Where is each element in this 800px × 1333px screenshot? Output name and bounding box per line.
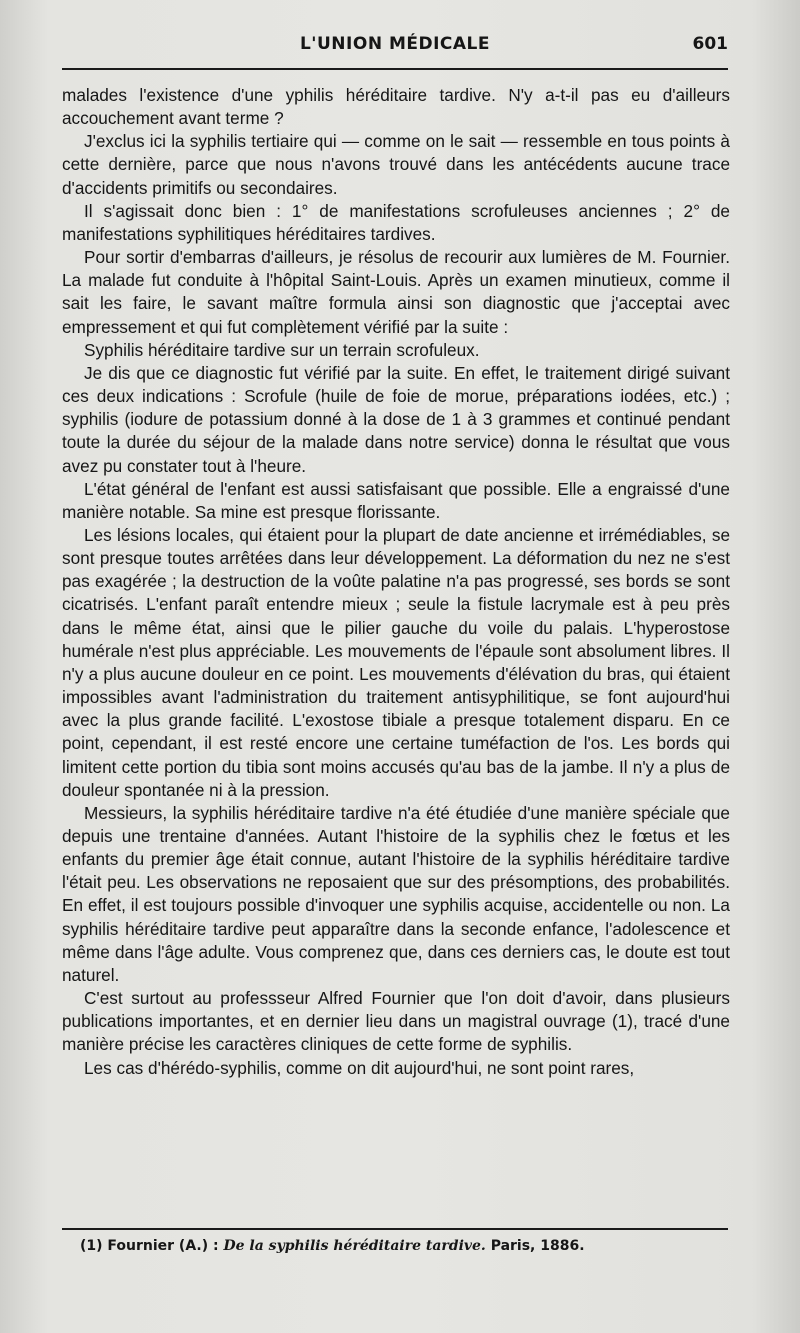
paragraph: Pour sortir d'embarras d'ailleurs, je résolus de recourir aux lumières de M. Fournier. La malade fut conduite à l'hôpital Saint-Louis. Après un examen minutieux, comme il sait les faire, le savant maître formula ainsi son diagnostic que j'acceptai avec empressement et qui fut complètement vérifié par la suite :: [62, 247, 730, 337]
paragraph: Les cas d'hérédo-syphilis, comme on dit aujourd'hui, ne sont point rares,: [84, 1057, 635, 1078]
paragraph-continuation: malades l'existence d'une yphilis héréditaire tardive. N'y a-t-il pas eu d'ailleurs accouchement avant terme ?: [62, 85, 730, 129]
footnote: [80, 1238, 720, 1254]
page-header: [60, 34, 730, 64]
paragraph: J'exclus ici la syphilis tertiaire qui — comme on le sait — ressemble en tous points à cette dernière, parce que nous n'avons trouvé dans les antécédents aucune trace d'accidents primitifs ou secondaires.: [62, 131, 730, 198]
paragraph: Je dis que ce diagnostic fut vérifié par la suite. En effet, le traitement dirigé suivant ces deux indications : Scrofule (huile de foie de morue, préparations iodées, etc.) ; syphilis (iodure de potassium donné à la dose de 1 à 3 grammes et continué pendant toute la durée du séjour de la malade dans notre service) donna le résultat que vous avez pu constater tout à l'heure.: [62, 362, 730, 476]
paragraph: C'est surtout au professseur Alfred Fournier que l'on doit d'avoir, dans plusieurs publications importantes, et en dernier lieu dans un magistral ouvrage (1), tracé d'une manière précise les caractères cliniques de cette forme de syphilis.: [62, 988, 730, 1055]
footnote-rule: [62, 1228, 728, 1230]
header-rule: [62, 68, 728, 70]
paragraph: Il s'agissait donc bien : 1° de manifestations scrofuleuses anciennes ; 2° de manifestations syphilitiques héréditaires tardives.: [62, 200, 730, 244]
paragraph-diagnosis: Syphilis héréditaire tardive sur un terrain scrofuleux.: [84, 339, 480, 360]
footnote-marker: (1) Fournier (A.) :: [80, 1238, 219, 1254]
footnote-publication: Paris, 1886.: [490, 1238, 585, 1254]
footnote-title: De la syphilis héréditaire tardive.: [223, 1238, 486, 1254]
paragraph: L'état général de l'enfant est aussi satisfaisant que possible. Elle a engraissé d'une manière notable. Sa mine est presque florissante.: [62, 478, 730, 522]
article-body: [62, 84, 730, 1080]
paragraph: Les lésions locales, qui étaient pour la plupart de date ancienne et irrémédiables, se sont presque toutes arrêtées dans leur développement. La déformation du nez ne s'est pas exagérée ; la destruction de la voûte palatine n'a pas progressé, ses bords se sont cicatrisés. L'enfant paraît entendre mieux ; seule la fistule lacrymale est à peu près dans le même état, ainsi que le pilier gauche du voile du palais. L'hyperostose humérale n'est plus appréciable. Les mouvements de l'épaule sont absolument libres. Il n'y a plus aucune douleur en ce point. Les mouvements d'élévation du bras, qui étaient impossibles avant l'administration du traitement antisyphilitique, se font aujourd'hui avec la plus grande facilité. L'exostose tibiale a presque totalement disparu. En ce point, cependant, il est resté encore une certaine tuméfaction de l'os. Les bords qui limitent cette portion du tibia sont moins accusés qu'au bas de la jambe. Il n'y a plus de douleur spontanée ni à la pression.: [62, 524, 730, 800]
paragraph: Messieurs, la syphilis héréditaire tardive n'a été étudiée d'une manière spéciale que depuis une trentaine d'années. Autant l'histoire de la syphilis chez le fœtus et les enfants du premier âge était connue, autant l'histoire de la syphilis héréditaire tardive l'était peu. Les observations ne reposaient que sur des présomptions, des probabilités. En effet, il est toujours possible d'invoquer une syphilis acquise, accidentelle ou non. La syphilis héréditaire tardive peut apparaître dans la seconde enfance, l'adolescence et même dans l'âge adulte. Vous comprenez que, dans ces derniers cas, le doute est tout naturel.: [62, 802, 730, 985]
page-number: 601: [692, 34, 728, 54]
running-title: L'UNION MÉDICALE: [299, 34, 491, 54]
